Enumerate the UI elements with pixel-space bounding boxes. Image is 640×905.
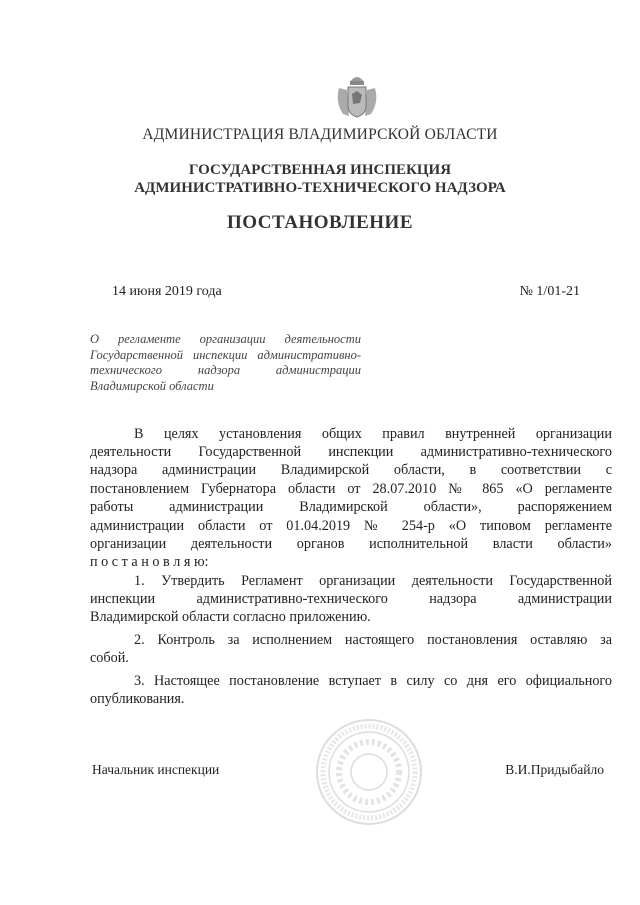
document-type-title: ПОСТАНОВЛЕНИЕ <box>226 212 414 233</box>
inspection-name-line2: АДМИНИСТРАТИВНО-ТЕХНИЧЕСКОГО НАДЗОРА <box>134 180 506 196</box>
item-1-line: Владимирской области согласно приложению. <box>90 609 371 625</box>
document-date: 14 июня 2019 года <box>112 284 222 299</box>
signatory-name: В.И.Придыбайло <box>505 762 604 777</box>
document-subject <box>90 332 361 394</box>
subject-text: О регламенте организации деятельности Государственной инспекции административно-технического надзора администрации Владимирской области <box>90 332 361 393</box>
body-line: надзора администрации Владимирской области, в соответствии с <box>90 462 612 478</box>
body-line: деятельности Государственной инспекции административно-технического <box>90 444 612 460</box>
item-1-line: инспекции административно-технического надзора администрации <box>90 591 612 607</box>
coat-of-arms-emblem <box>333 70 381 120</box>
official-stamp <box>315 718 423 826</box>
item-3-line: опубликования. <box>90 691 185 707</box>
body-line: В целях установления общих правил внутренней организации <box>134 426 612 442</box>
body-line: работы администрации Владимирской области», распоряжением <box>90 499 612 515</box>
item-2-line: собой. <box>90 650 129 666</box>
organization-name: АДМИНИСТРАЦИЯ ВЛАДИМИРСКОЙ ОБЛАСТИ <box>142 126 498 143</box>
inspection-name-line1: ГОСУДАРСТВЕННАЯ ИНСПЕКЦИЯ <box>188 162 452 178</box>
document-number: № 1/01-21 <box>519 284 580 299</box>
item-2-line: 2. Контроль за исполнением настоящего постановления оставляю за <box>134 632 612 648</box>
item-3-line: 3. Настоящее постановление вступает в силу со дня его официального <box>134 673 612 689</box>
body-line: организации деятельности органов исполнительной власти области» <box>90 536 612 552</box>
resolution-word: п о с т а н о в л я ю: <box>90 554 209 570</box>
item-1-line: 1. Утвердить Регламент организации деятельности Государственной <box>134 573 612 589</box>
body-line: администрации области от 01.04.2019 № 254-р «О типовом регламенте <box>90 518 612 534</box>
signatory-position: Начальник инспекции <box>92 762 220 777</box>
body-line: постановлением Губернатора области от 28.07.2010 № 865 «О регламенте <box>90 481 612 497</box>
